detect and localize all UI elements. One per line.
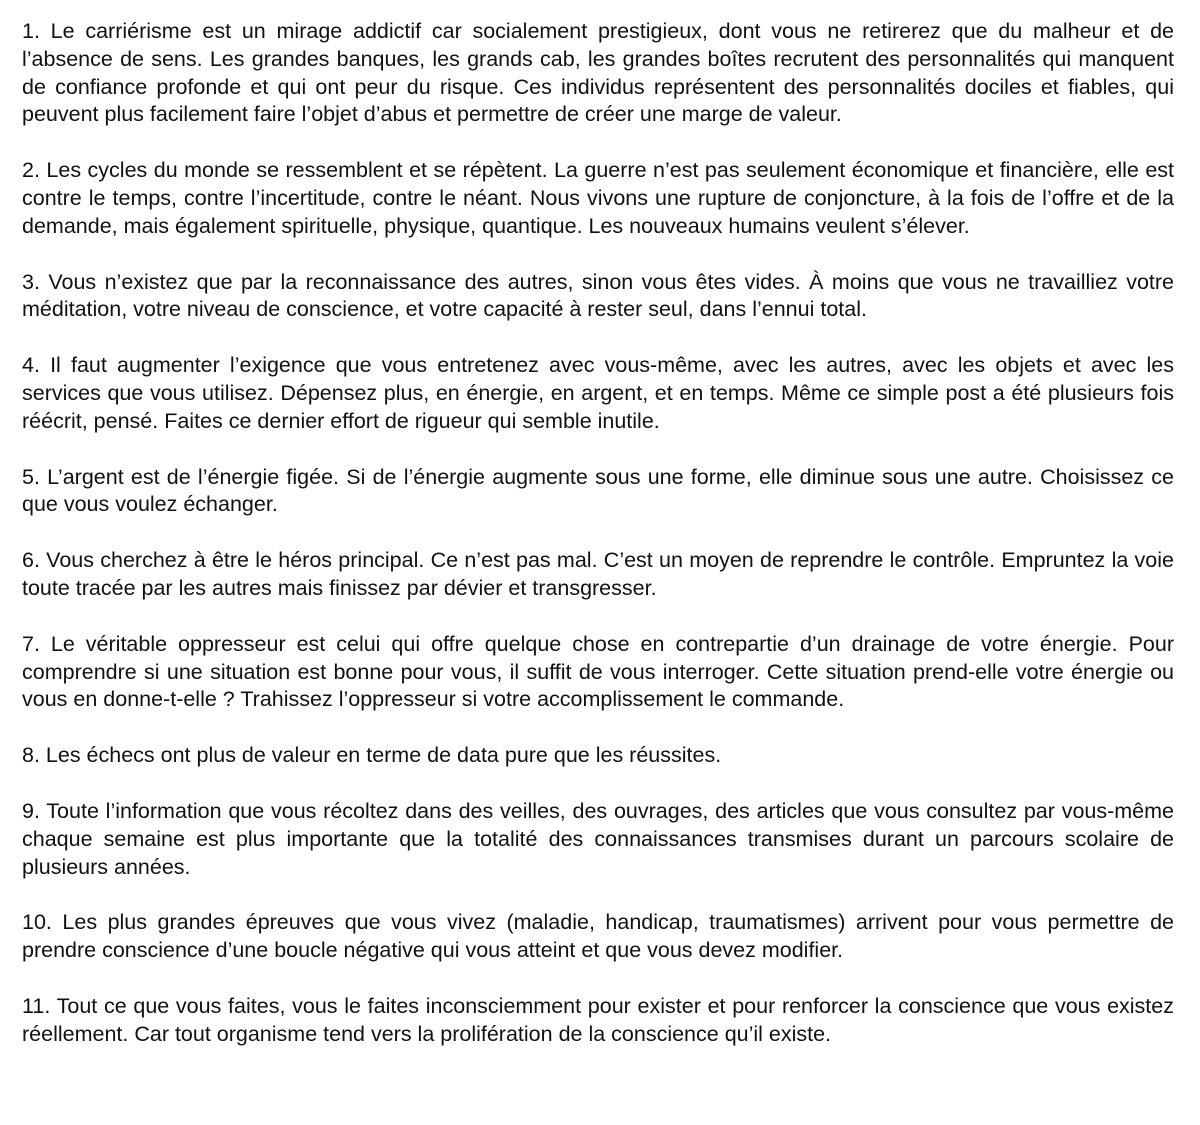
paragraph-11: 11. Tout ce que vous faites, vous le faites inconsciemment pour exister et pour renforcer la conscience que vous existez réellement. Car tout organisme tend vers la prolifération de la conscience qu’il existe. — [22, 993, 1174, 1046]
paragraph-2: 2. Les cycles du monde se ressemblent et se répètent. La guerre n’est pas seulement économique et financière, elle est contre le temps, contre l’incertitude, contre le néant. Nous vivons une rupture de conjoncture, à la fois de l’offre et de la demande, mais également spirituelle, physique, quantique. Les nouveaux humains veulent s’élever. — [22, 158, 1174, 238]
paragraph-3: 3. Vous n’existez que par la reconnaissance des autres, sinon vous êtes vides. À moins que vous ne travailliez votre méditation, votre niveau de conscience, et votre capacité à rester seul, dans l’ennui total. — [22, 269, 1174, 322]
paragraph-5: 5. L’argent est de l’énergie figée. Si de l’énergie augmente sous une forme, elle diminue sous une autre. Choisissez ce que vous voulez échanger. — [22, 464, 1174, 517]
paragraph-7: 7. Le véritable oppresseur est celui qui offre quelque chose en contrepartie d’un drainage de votre énergie. Pour comprendre si une situation est bonne pour vous, il suffit de vous interroger. Cette situation prend-elle votre énergie ou vous en donne-t-elle ? Trahissez l’oppresseur si votre accomplissement le commande. — [22, 631, 1174, 712]
paragraph-9: 9. Toute l’information que vous récoltez dans des veilles, des ouvrages, des articles que vous consultez par vous-même chaque semaine est plus importante que la totalité des connaissances transmises durant un parcours scolaire de plusieurs années. — [22, 798, 1174, 879]
paragraph-6: 6. Vous cherchez à être le héros principal. Ce n’est pas mal. C’est un moyen de reprendre le contrôle. Empruntez la voie toute tracée par les autres mais finissez par dévier et transgresser. — [22, 548, 1174, 600]
paragraph-1: 1. Le carriérisme est un mirage addictif car socialement prestigieux, dont vous ne retirerez que du malheur et de l’absence de sens. Les grandes banques, les grands cab, les grandes boîtes recrutent des personnalités qui manquent de confiance profonde et qui ont peur du risque. Ces individus représentent des personnalités dociles et fiables, qui peuvent plus facilement faire l’objet d’abus et permettre de créer une marge de valeur. — [22, 19, 1174, 127]
document-body — [22, 18, 1174, 1049]
paragraph-10: 10. Les plus grandes épreuves que vous vivez (maladie, handicap, traumatismes) arrivent pour vous permettre de prendre conscience d’une boucle négative qui vous atteint et que vous devez modifier. — [22, 910, 1174, 963]
paragraph-4: 4. Il faut augmenter l’exigence que vous entretenez avec vous-même, avec les autres, avec les objets et avec les services que vous utilisez. Dépensez plus, en énergie, en argent, et en temps. Même ce simple post a été plusieurs fois réécrit, pensé. Faites ce dernier effort de rigueur qui semble inutile. — [22, 353, 1174, 433]
paragraph-8: 8. Les échecs ont plus de valeur en terme de data pure que les réussites. — [22, 743, 722, 768]
